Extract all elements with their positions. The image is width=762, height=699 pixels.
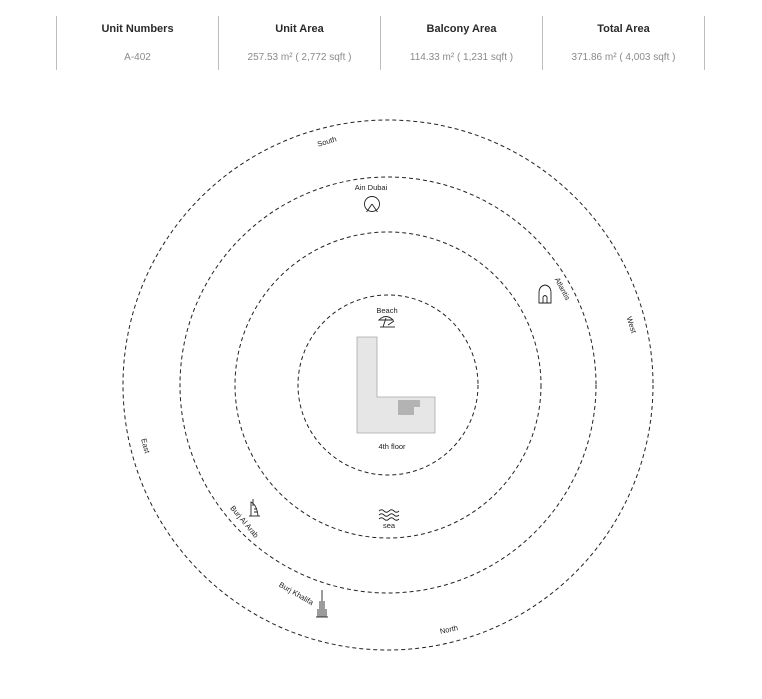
beach-umbrella-icon (379, 317, 395, 328)
floor-label: 4th floor (378, 442, 406, 451)
ring-outer (123, 120, 653, 650)
stat-label: Unit Numbers (101, 23, 174, 35)
stat-label: Total Area (597, 23, 650, 35)
landmark-burj-khalifa-label: Burj Khalifa (277, 580, 316, 608)
atlantis-hotel-icon (539, 285, 551, 303)
direction-south: South (316, 134, 338, 149)
stat-label: Balcony Area (426, 23, 497, 35)
building-footprint (357, 337, 435, 433)
stat-value: 371.86 m² ( 4,003 sqft ) (571, 52, 676, 63)
stat-value: 257.53 m² ( 2,772 sqft ) (247, 52, 352, 63)
direction-west: West (624, 315, 639, 335)
landmark-ain-dubai-label: Ain Dubai (354, 183, 388, 192)
burj-khalifa-icon (316, 590, 328, 617)
ferris-wheel-icon (365, 197, 380, 213)
landmark-sea-label: sea (382, 521, 396, 530)
ring-third (180, 177, 596, 593)
burj-al-arab-icon (249, 499, 260, 516)
ring-second (235, 232, 541, 538)
stat-value: 114.33 m² ( 1,231 sqft ) (409, 52, 514, 63)
direction-east: East (139, 437, 152, 455)
sea-waves-icon (379, 510, 399, 521)
direction-north: North (438, 623, 459, 636)
landmark-burj-al-arab-label: Burj Al Arab (228, 503, 261, 540)
stat-label: Unit Area (275, 23, 324, 35)
landmark-beach-label: Beach (376, 306, 398, 315)
landmark-atlantis-label: Atlantis (552, 275, 573, 302)
stat-value: A-402 (124, 52, 151, 63)
